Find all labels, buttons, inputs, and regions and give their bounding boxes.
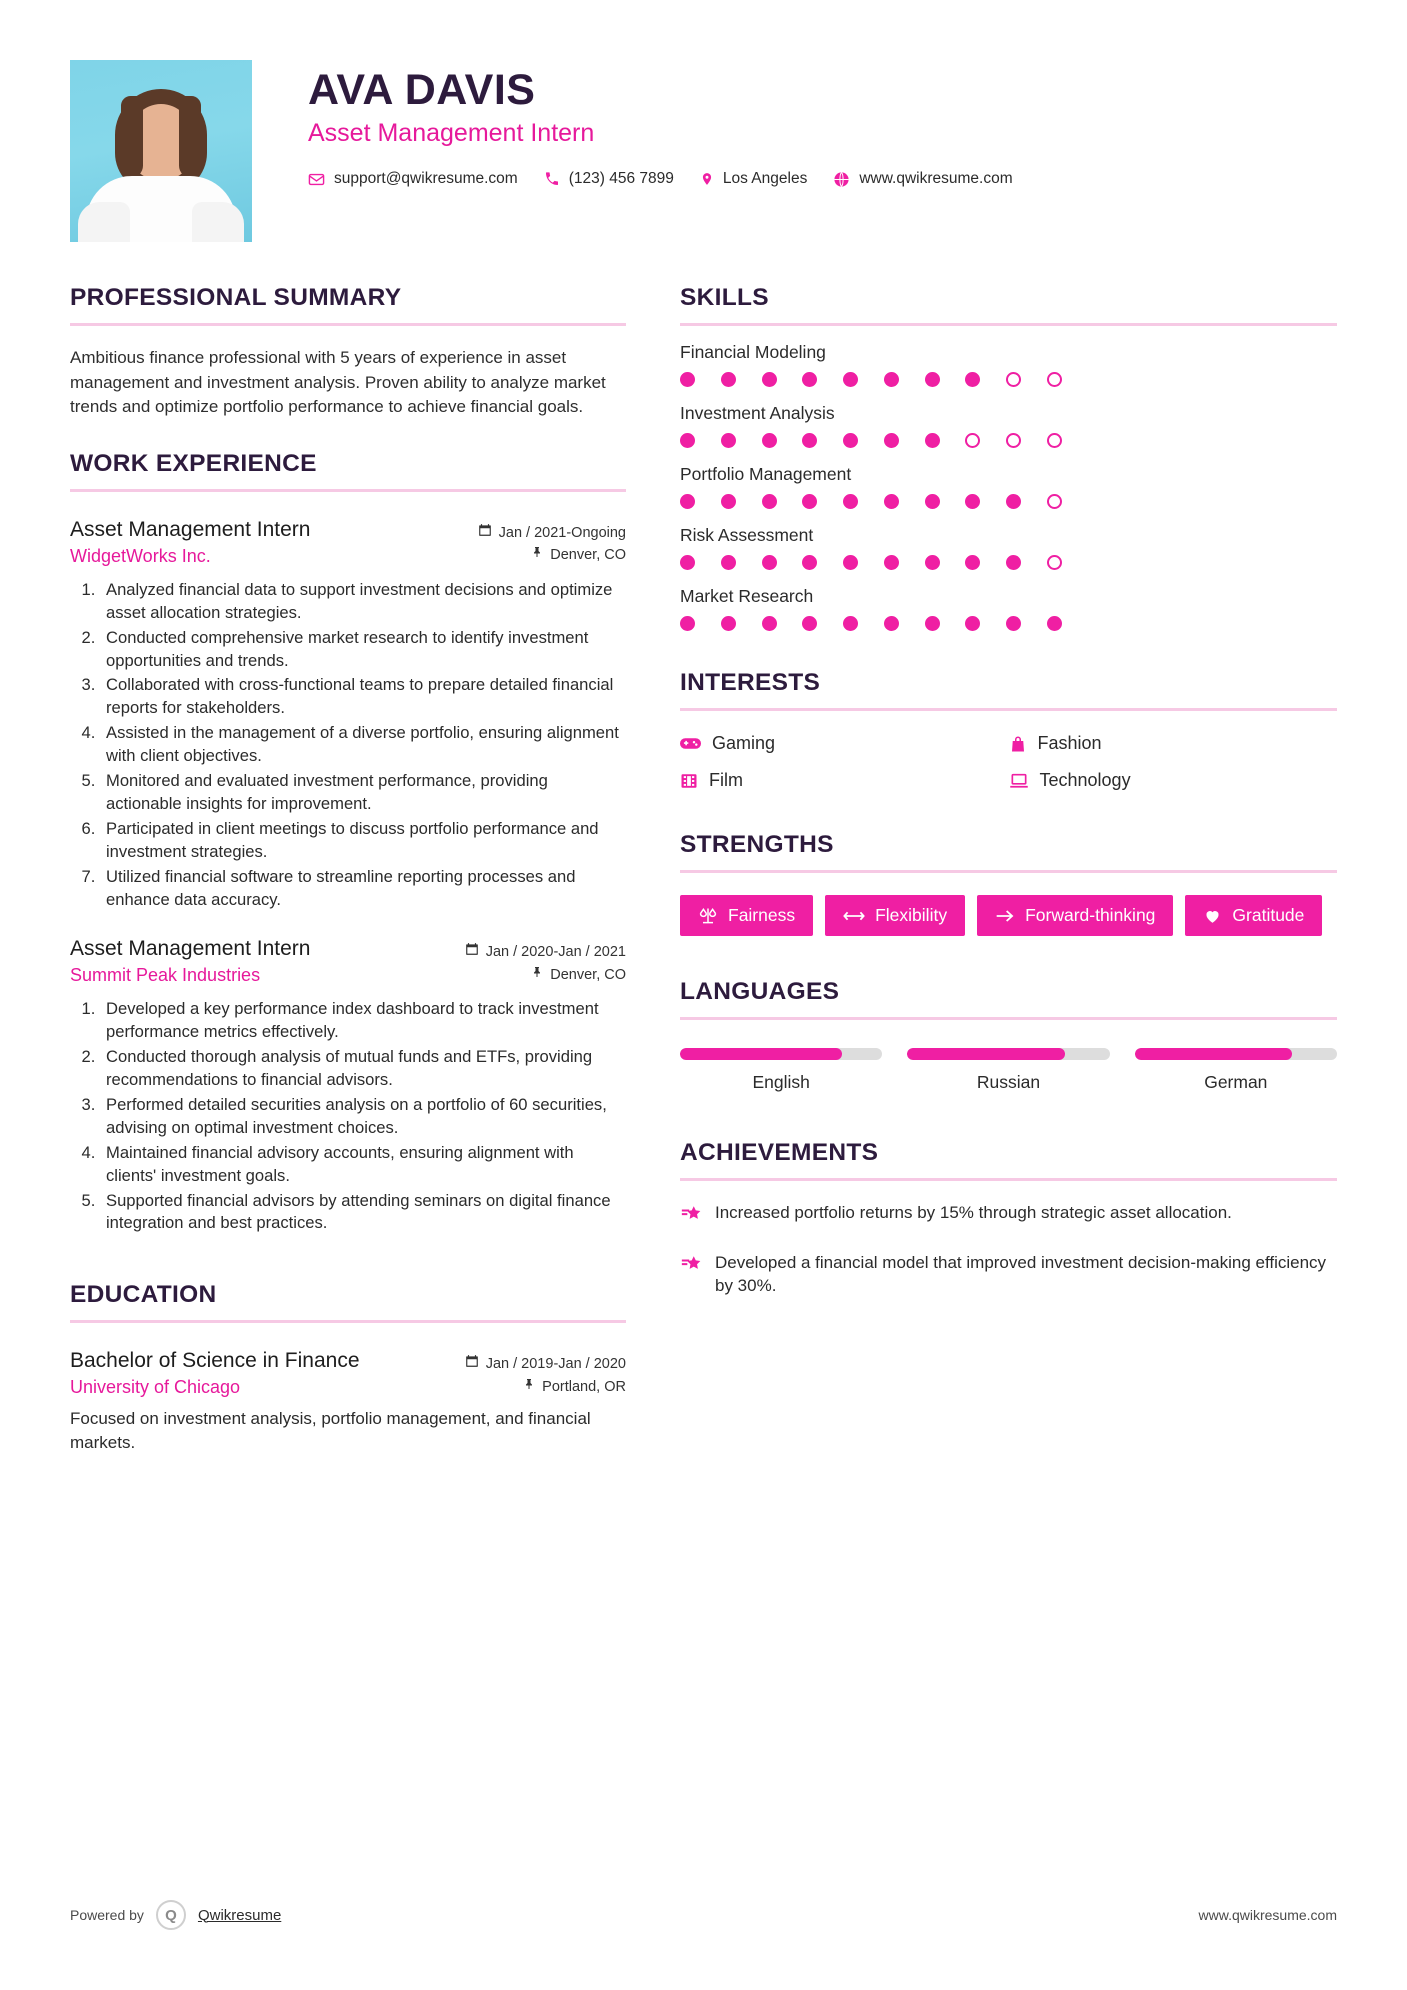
skill-rating [680,372,1062,387]
job-location: Denver, CO [550,966,626,983]
skill-dot-filled [1006,494,1021,509]
section-divider [680,323,1337,326]
skill-dot-filled [680,555,695,570]
contact-location [700,170,807,188]
resume-header [70,0,1337,242]
skill-rating [680,433,1062,448]
strength-label: Flexibility [875,905,948,925]
star-badge-icon [680,1201,702,1231]
education-date: Jan / 2019-Jan / 2020 [485,1356,626,1373]
section-strengths [680,831,1337,936]
contact-phone[interactable] [544,170,674,188]
section-divider [680,870,1337,873]
education-entry [70,1349,626,1455]
section-interests [680,669,1337,791]
job-entry [70,518,626,911]
job-entry [70,937,626,1235]
section-education [70,1281,626,1455]
skill-dot-filled [925,433,940,448]
language-progress-bar [680,1048,882,1060]
contact-email-text: support@qwikresume.com [334,170,518,188]
job-date: Jan / 2020-Jan / 2021 [485,944,626,961]
skill-dot-filled [843,616,858,631]
skill-dot-filled [680,372,695,387]
skill-dot-empty [1047,372,1062,387]
achievements-list [680,1201,1337,1298]
section-languages [680,978,1337,1093]
interest-item [1009,733,1338,754]
skill-dot-filled [721,616,736,631]
pin-icon [531,964,543,986]
achievements-title: ACHIEVEMENTS [680,1139,879,1166]
skill-dot-filled [802,555,817,570]
interests-grid [680,733,1337,791]
job-bullet: 4. Assisted in the management of a diverse portfolio, ensuring alignment with client objectives. [100,722,626,768]
job-bullet: 5. Supported financial advisors by attending seminars on digital finance integration and best practices. [100,1190,626,1236]
job-bullet: 5. Monitored and evaluated investment performance, providing actionable insights for improvement. [100,770,626,816]
skill-dot-filled [925,555,940,570]
language-progress-bar [907,1048,1109,1060]
skill-dot-filled [680,616,695,631]
language-name: English [752,1072,810,1092]
job-bullet: 3. Performed detailed securities analysis on a portfolio of 60 securities, advising on optimal investment choices. [100,1094,626,1140]
skill-item [680,586,1337,631]
contact-website[interactable] [833,170,1012,188]
skill-dot-filled [925,616,940,631]
film-icon [680,772,698,790]
skill-dot-filled [965,555,980,570]
contact-row [308,170,1337,188]
right-column [640,284,1337,1486]
skill-name: Financial Modeling [680,342,826,362]
language-item [907,1048,1109,1093]
skill-dot-filled [721,494,736,509]
skill-dot-filled [1047,616,1062,631]
strength-pill [1185,895,1322,936]
languages-list [680,1048,1337,1093]
skill-item [680,525,1337,570]
achievement-text: Developed a financial model that improved investment decision-making efficiency by 30%. [715,1253,1327,1296]
skill-dot-filled [802,433,817,448]
skill-rating [680,555,1062,570]
professional-summary-text: Ambitious finance professional with 5 years of experience in asset management and investment analysis. Proven ability to analyze market trends and optimize portfolio performance to achieve financial goals. [70,348,606,417]
footer-website[interactable]: www.qwikresume.com [1198,1907,1337,1923]
skill-dot-filled [925,494,940,509]
skill-dot-filled [802,372,817,387]
skill-name: Investment Analysis [680,403,835,423]
skill-name: Risk Assessment [680,525,814,545]
skill-dot-filled [965,616,980,631]
achievement-item [680,1201,1337,1231]
skill-dot-filled [843,555,858,570]
arrows-horizontal-icon [843,908,865,924]
left-column [70,284,640,1486]
skill-item [680,464,1337,509]
contact-website-text: www.qwikresume.com [859,170,1013,188]
language-item [1135,1048,1337,1093]
skill-dot-filled [721,372,736,387]
section-divider [70,323,626,326]
strength-label: Fairness [728,905,796,925]
job-location: Denver, CO [550,547,626,564]
skills-list [680,342,1337,631]
profile-photo [70,60,252,242]
calendar-icon [465,941,479,963]
laptop-icon [1009,772,1029,789]
skill-dot-empty [1006,372,1021,387]
skill-dot-filled [1006,555,1021,570]
job-title: Asset Management Intern [70,937,311,961]
scales-icon [698,906,718,926]
skill-rating [680,494,1062,509]
skill-dot-filled [762,494,777,509]
interest-item [1009,770,1338,791]
powered-by-label: Powered by [70,1907,144,1923]
job-bullet: 2. Conducted comprehensive market research to identify investment opportunities and trends. [100,627,626,673]
education-description: Focused on investment analysis, portfolio management, and financial markets. [70,1409,591,1453]
skill-dot-empty [1006,433,1021,448]
job-bullet: 7. Utilized financial software to streamline reporting processes and enhance data accuracy. [100,866,626,912]
location-pin-icon [700,170,714,188]
strengths-title: STRENGTHS [680,831,834,858]
section-achievements [680,1139,1337,1298]
skill-dot-filled [762,616,777,631]
languages-title: LANGUAGES [680,978,840,1005]
skill-dot-filled [965,372,980,387]
interest-label: Technology [1039,770,1131,790]
job-company: Summit Peak Industries [70,965,261,986]
phone-icon [544,171,560,187]
skill-dot-empty [965,433,980,448]
professional-summary-title: PROFESSIONAL SUMMARY [70,284,402,311]
skill-dot-filled [965,494,980,509]
pin-icon [531,544,543,566]
handbag-icon [1009,735,1027,753]
strength-label: Forward-thinking [1025,905,1156,925]
section-divider [70,1320,626,1323]
skill-dot-filled [884,494,899,509]
skill-dot-empty [1047,494,1062,509]
page-footer [0,1900,1407,1930]
achievement-item [680,1251,1337,1298]
skill-dot-filled [762,555,777,570]
heart-icon [1203,907,1222,925]
candidate-role: Asset Management Intern [308,119,595,148]
qwikresume-brand[interactable]: Qwikresume [197,1906,282,1924]
section-divider [680,1178,1337,1181]
job-meta [478,518,626,567]
skill-dot-filled [884,372,899,387]
skill-dot-filled [1006,616,1021,631]
job-bullet: 1. Analyzed financial data to support investment decisions and optimize asset allocation strategies. [100,579,626,625]
strengths-list [680,895,1337,936]
job-bullet: 3. Collaborated with cross-functional teams to prepare detailed financial reports for stakeholders. [100,674,626,720]
skill-dot-filled [721,433,736,448]
job-meta [465,937,626,986]
language-name: German [1204,1072,1268,1092]
skill-dot-filled [925,372,940,387]
skill-dot-filled [802,494,817,509]
skill-name: Portfolio Management [680,464,852,484]
language-name: Russian [976,1072,1041,1092]
skills-title: SKILLS [680,284,769,311]
strength-pill [825,895,965,936]
skill-item [680,342,1337,387]
interest-label: Film [709,770,743,790]
section-divider [70,489,626,492]
job-bullets [100,579,626,911]
job-company: WidgetWorks Inc. [70,545,211,566]
education-title: EDUCATION [70,1281,217,1309]
envelope-icon [308,171,325,188]
skill-dot-filled [721,555,736,570]
skill-dot-filled [884,555,899,570]
gamepad-icon [680,736,701,751]
job-bullets [100,998,626,1235]
language-progress-fill [907,1048,1065,1060]
job-date: Jan / 2021-Ongoing [498,524,626,541]
job-bullet: 2. Conducted thorough analysis of mutual funds and ETFs, providing recommendations to financial advisors. [100,1046,626,1092]
section-skills [680,284,1337,631]
interests-title: INTERESTS [680,669,821,696]
strength-pill [680,895,813,936]
interest-item [680,770,1009,791]
section-divider [680,708,1337,711]
arrow-right-icon [995,908,1015,924]
skill-dot-filled [843,372,858,387]
skill-dot-filled [680,433,695,448]
skill-dot-filled [762,433,777,448]
job-bullet: 4. Maintained financial advisory accounts, ensuring alignment with clients' investment goals. [100,1142,626,1188]
skill-dot-filled [843,433,858,448]
skill-dot-filled [762,372,777,387]
skill-rating [680,616,1062,631]
work-experience-title: WORK EXPERIENCE [70,449,317,477]
contact-email[interactable] [308,170,518,188]
education-meta [465,1349,626,1398]
job-bullet: 6. Participated in client meetings to discuss portfolio performance and investment strategies. [100,818,626,864]
resume-body [70,284,1337,1486]
skill-item [680,403,1337,448]
job-title: Asset Management Intern [70,517,311,541]
skill-dot-filled [884,433,899,448]
contact-location-text: Los Angeles [722,170,808,188]
strength-label: Gratitude [1232,905,1305,925]
section-professional-summary [70,284,626,420]
language-item [680,1048,882,1093]
pin-icon [523,1376,535,1398]
language-progress-bar [1135,1048,1337,1060]
language-progress-fill [1135,1048,1293,1060]
skill-dot-filled [843,494,858,509]
star-badge-icon [680,1251,702,1281]
language-progress-fill [680,1048,842,1060]
qwikresume-logo-icon: Q [156,1900,186,1930]
job-bullet: 1. Developed a key performance index dashboard to track investment performance metrics effectively. [100,998,626,1044]
achievement-text: Increased portfolio returns by 15% through strategic asset allocation. [715,1203,1232,1222]
skill-dot-filled [680,494,695,509]
education-school: University of Chicago [70,1377,241,1398]
skill-dot-filled [802,616,817,631]
globe-icon [833,171,850,188]
calendar-icon [478,522,492,544]
contact-phone-text: (123) 456 7899 [568,170,674,188]
skill-name: Market Research [680,586,814,606]
education-location: Portland, OR [542,1378,626,1395]
interest-label: Gaming [712,733,776,753]
section-divider [680,1017,1337,1020]
education-degree: Bachelor of Science in Finance [70,1349,360,1373]
candidate-name: AVA DAVIS [308,66,536,114]
strength-pill [977,895,1173,936]
calendar-icon [465,1353,479,1375]
interest-label: Fashion [1037,733,1102,753]
skill-dot-empty [1047,433,1062,448]
section-work-experience [70,450,626,1235]
skill-dot-filled [884,616,899,631]
interest-item [680,733,1009,754]
skill-dot-empty [1047,555,1062,570]
